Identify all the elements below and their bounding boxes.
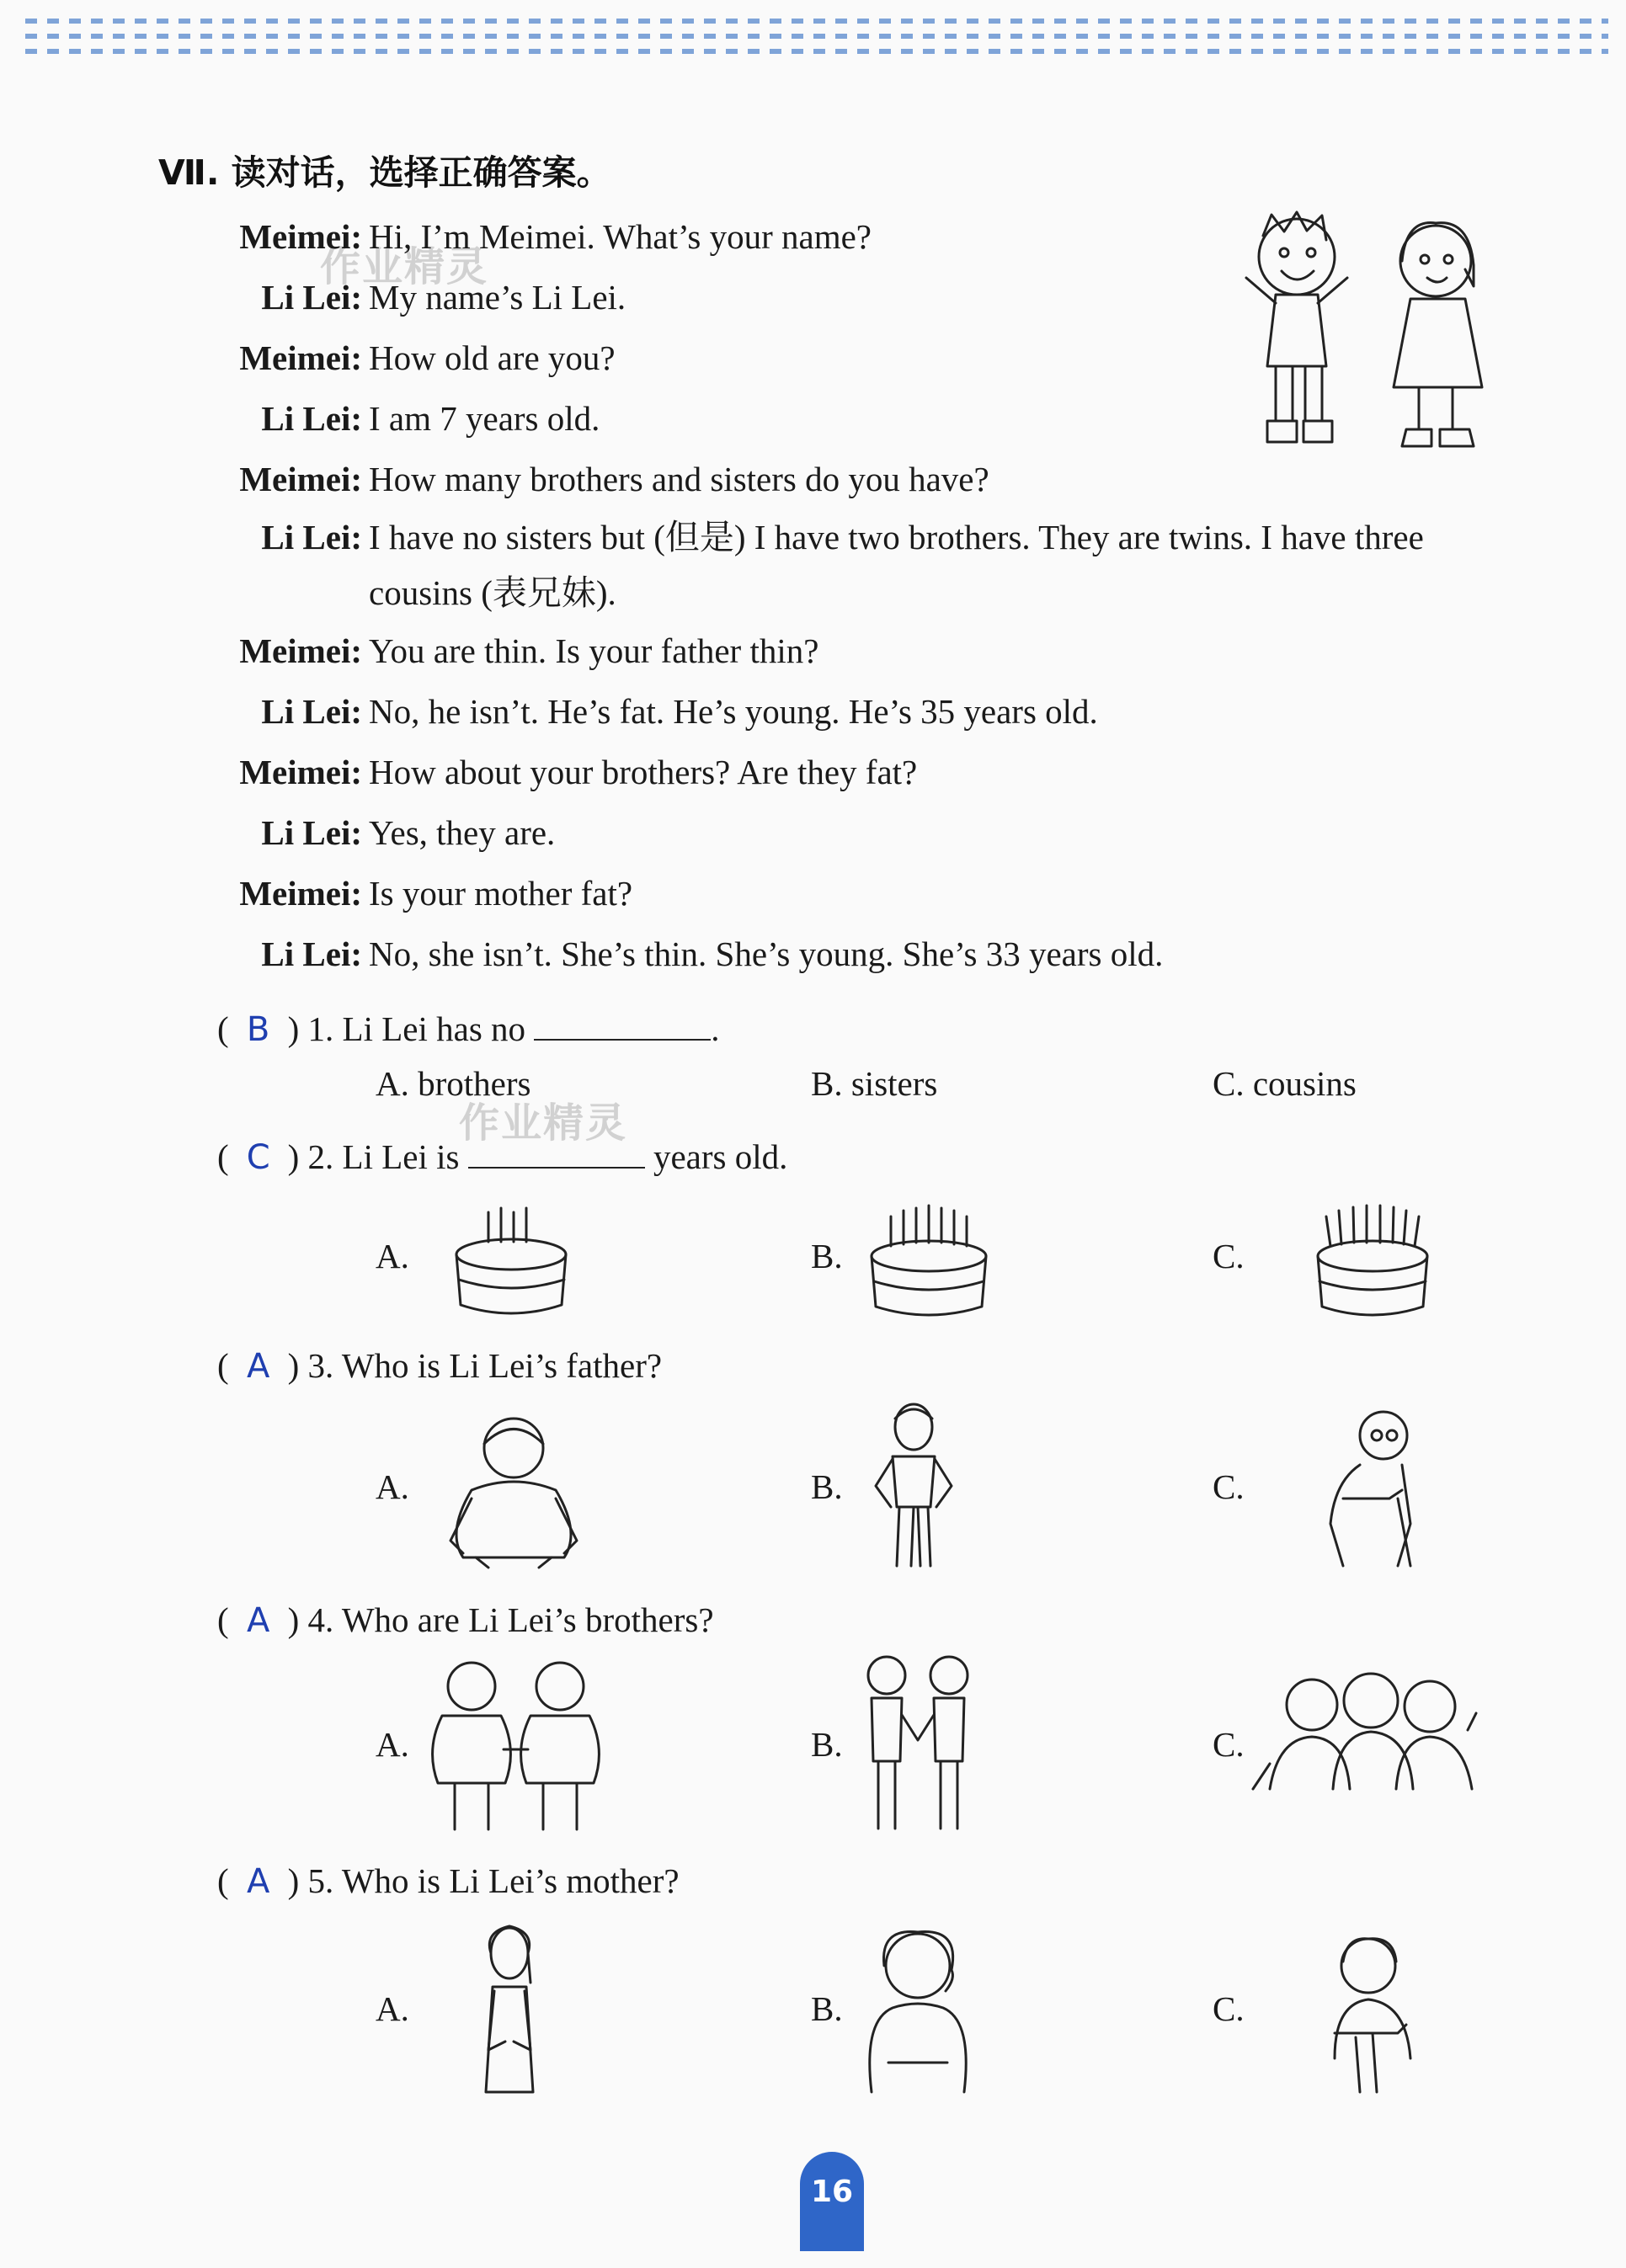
answer-1[interactable]: B — [246, 1010, 270, 1049]
dialogue-line: Li Lei: Yes, they are. — [261, 813, 556, 852]
fat-twins-icon — [421, 1657, 615, 1834]
top-dashed-border — [25, 19, 1608, 56]
old-man-icon — [1318, 1406, 1427, 1570]
dialogue-line: Li Lei: I am 7 years old. — [261, 399, 600, 438]
answer-blank — [468, 1138, 645, 1169]
dialogue-line: Meimei: How old are you? — [239, 338, 616, 377]
watermark: 作业精灵 — [320, 243, 489, 290]
fat-woman-icon — [855, 1928, 981, 2096]
answer-2[interactable]: C — [246, 1138, 270, 1177]
old-woman-icon — [1322, 1932, 1423, 2096]
question-3: ( A ) 3. Who is Li Lei’s father? — [217, 1346, 663, 1386]
birthday-cake-8-candles-icon — [1309, 1195, 1436, 1322]
page-number: 16 — [800, 2152, 864, 2251]
question-2: ( C ) 2. Li Lei is years old. — [217, 1137, 788, 1177]
birthday-cake-7-candles-icon — [866, 1195, 992, 1322]
answer-blank — [534, 1010, 711, 1041]
question-1: ( B ) 1. Li Lei has no . — [217, 1009, 720, 1049]
section-heading: Ⅶ. 读对话，选择正确答案。 — [158, 152, 611, 193]
option-a[interactable]: A. — [376, 1467, 409, 1506]
birthday-cake-4-candles-icon — [450, 1195, 577, 1322]
option-b[interactable]: B. — [811, 1237, 843, 1275]
dialogue — [219, 206, 1516, 984]
dialogue-line: Li Lei: No, he isn’t. He’s fat. He’s young. He’s 35 years old. — [261, 692, 1098, 731]
thin-man-icon — [867, 1402, 960, 1570]
option-c[interactable]: C. — [1213, 1467, 1245, 1506]
thin-twins-icon — [855, 1652, 981, 1833]
dialogue-line: Li Lei: My name’s Li Lei. — [261, 278, 626, 317]
thin-woman-icon — [467, 1924, 552, 2096]
option-c[interactable]: C. cousins — [1213, 1064, 1357, 1103]
question-4: ( A ) 4. Who are Li Lei’s brothers? — [217, 1600, 714, 1640]
watermark: 作业精灵 — [459, 1099, 628, 1147]
answer-5[interactable]: A — [246, 1862, 270, 1901]
dialogue-line: Li Lei: No, she isn’t. She’s thin. She’s young. She’s 33 years old. — [261, 934, 1164, 973]
question-5: ( A ) 5. Who is Li Lei’s mother? — [217, 1861, 680, 1901]
option-a[interactable]: A. brothers — [376, 1064, 531, 1103]
option-b[interactable]: B. — [811, 1989, 843, 2028]
dialogue-line: Meimei: You are thin. Is your father thin? — [239, 631, 819, 670]
option-a[interactable]: A. — [376, 1989, 409, 2028]
dialogue-line: Meimei: How many brothers and sisters do you have? — [239, 460, 989, 498]
option-b[interactable]: B. — [811, 1467, 843, 1506]
answer-4[interactable]: A — [246, 1601, 270, 1640]
option-c[interactable]: C. — [1213, 1989, 1245, 2028]
option-b[interactable]: B. — [811, 1725, 843, 1764]
fat-man-icon — [438, 1414, 589, 1570]
dialogue-line: Li Lei: I have no sisters but (但是) I have two brothers. They are twins. I have three cousins (表兄妹). — [261, 518, 1424, 612]
three-old-women-icon — [1253, 1671, 1480, 1797]
option-a[interactable]: A. — [376, 1725, 409, 1764]
dialogue-line: Meimei: Hi, I’m Meimei. What’s your name? — [239, 217, 872, 256]
dialogue-line: Meimei: How about your brothers? Are they fat? — [239, 753, 918, 791]
option-c[interactable]: C. — [1213, 1237, 1245, 1275]
option-c[interactable]: C. — [1213, 1725, 1245, 1764]
answer-3[interactable]: A — [246, 1347, 270, 1386]
option-b[interactable]: B. sisters — [811, 1064, 938, 1103]
option-a[interactable]: A. — [376, 1237, 409, 1275]
dialogue-line: Meimei: Is your mother fat? — [239, 874, 633, 913]
